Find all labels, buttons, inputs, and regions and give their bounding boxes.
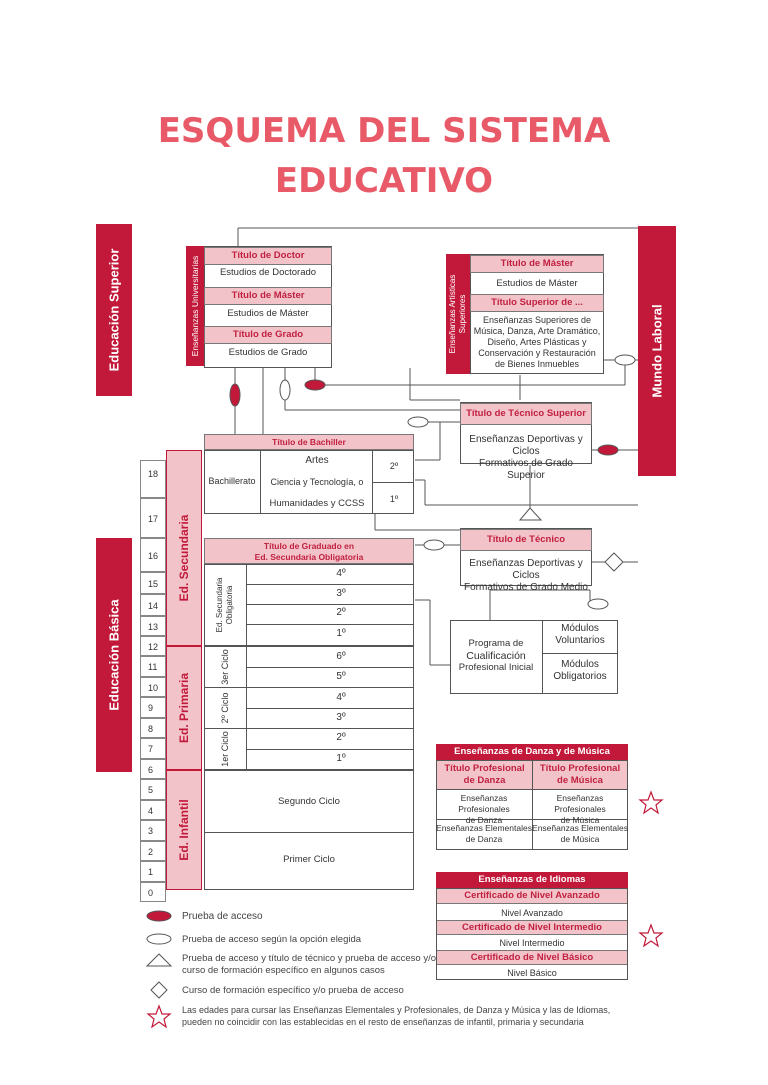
prim-1: 1º	[336, 753, 346, 764]
ciclo-2	[204, 687, 246, 728]
estudios-grado: Estudios de Grado	[228, 347, 308, 358]
prim-2: 2º	[336, 732, 346, 743]
graduado-line2: Ed. Secundaria Obligatoria	[254, 552, 364, 562]
ep-musica-2: de Música	[560, 815, 600, 825]
pcpi-line1: Programa de	[468, 638, 524, 649]
tp-danza-1: Título Profesional	[444, 763, 525, 774]
age-6: 6	[140, 759, 166, 779]
mundo-laboral-label: Mundo Laboral	[649, 304, 665, 398]
ciclo-2-text: 2º Ciclo	[220, 692, 230, 723]
legend-prueba-opcion: Prueba de acceso según la opción elegida	[182, 934, 362, 945]
segundo-ciclo: Segundo Ciclo	[278, 796, 340, 807]
tp-musica	[533, 761, 627, 789]
ciclo-1	[204, 728, 246, 770]
ens-sup-line1: Enseñanzas Superiores de	[482, 315, 592, 325]
nivel-avanzado: Nivel Avanzado	[501, 908, 563, 918]
ep-danza-1: Enseñanzas Profesionales	[458, 793, 510, 814]
eso-4: 4º	[336, 568, 346, 579]
eso-3: 3º	[336, 588, 346, 599]
prim-5: 5º	[336, 671, 346, 682]
eso-label-text: Ed. Secundaria Obligatoria	[215, 577, 234, 633]
age-1: 1	[140, 861, 166, 882]
titulo-superior: Título Superior de ...	[470, 294, 604, 312]
age-3: 3	[140, 820, 166, 841]
ep-musica-1: Enseñanzas Profesionales	[554, 793, 606, 814]
prim-3: 3º	[336, 712, 346, 723]
ee-musica-2: de Música	[560, 834, 600, 844]
ens-artisticas-bar	[446, 254, 470, 374]
legend-prueba-titulo-2: curso de formación específico en algunos casos	[182, 965, 385, 976]
age-13: 13	[140, 616, 166, 636]
educacion-superior-label: Educación Superior	[106, 248, 122, 372]
tecnico-superior-text	[460, 434, 592, 482]
ens-sup-line2: Música, Danza, Arte Dramático,	[473, 326, 601, 336]
ed-infantil-label: Ed. Infantil	[177, 799, 191, 861]
ee-musica-1: Enseñanzas Elementales	[532, 823, 628, 833]
ep-musica	[532, 793, 628, 826]
age-15: 15	[140, 572, 166, 594]
age-4: 4	[140, 800, 166, 820]
legend-diamond-icon	[151, 982, 167, 998]
legend-curso: Curso de formación específico y/o prueba de acceso	[182, 985, 404, 996]
legend-prueba-titulo	[182, 953, 436, 977]
cert-intermedio: Certificado de Nivel Intermedio	[437, 920, 627, 935]
modulos-voluntarios	[542, 623, 618, 647]
ee-danza-2: de Danza	[465, 834, 503, 844]
prim-6: 6º	[336, 651, 346, 662]
graduado-line1: Título de Graduado en	[263, 541, 355, 551]
titulo-master-art: Título de Máster	[470, 255, 604, 273]
legend-prueba: Prueba de acceso	[182, 911, 263, 922]
ed-secundaria-bar	[166, 450, 202, 646]
ee-danza-1: Enseñanzas Elementales	[436, 823, 532, 833]
tec-sup-line1: Enseñanzas Deportivas y Ciclos	[469, 434, 583, 457]
mod-vol-1: Módulos	[561, 623, 599, 634]
age-5: 5	[140, 779, 166, 800]
tp-danza	[437, 761, 532, 789]
legend-symbols	[144, 906, 176, 1030]
nivel-basico: Nivel Básico	[507, 968, 557, 978]
cert-avanzado: Certificado de Nivel Avanzado	[437, 889, 627, 904]
age-11: 11	[140, 656, 166, 677]
age-9: 9	[140, 697, 166, 718]
age-7: 7	[140, 738, 166, 759]
eso-1: 1º	[336, 628, 346, 639]
mod-vol-2: Voluntarios	[555, 635, 605, 646]
age-10: 10	[140, 677, 166, 697]
pcpi-line3: Profesional Inicial	[458, 662, 534, 673]
age-18: 18	[140, 460, 166, 498]
educacion-basica-label: Educación Básica	[106, 599, 122, 711]
pcpi-line2: Cualificación	[466, 650, 526, 662]
ens-sup-line3: Diseño, Artes Plásticas y	[487, 337, 587, 347]
tp-musica-1: Título Profesional	[539, 763, 621, 774]
nivel-intermedio: Nivel Intermedio	[499, 938, 565, 948]
age-0: 0	[140, 882, 166, 902]
pcpi-text	[450, 638, 542, 674]
mod-obl-1: Módulos	[561, 659, 599, 670]
mundo-laboral-bar	[638, 226, 676, 476]
ensenanzas-superiores	[470, 315, 604, 370]
legend-prueba-titulo-1: Prueba de acceso y título de técnico y prueba de acceso y/o	[182, 953, 437, 964]
ens-universitarias-bar	[186, 246, 204, 366]
ens-sup-line5: de Bienes Inmuebles	[494, 359, 580, 369]
bachillerato-label: Bachillerato	[208, 476, 256, 486]
legend-filled-ellipse-icon	[147, 911, 171, 921]
eso-2: 2º	[336, 607, 346, 618]
age-2: 2	[140, 841, 166, 861]
tp-musica-2: de Música	[557, 775, 603, 786]
primer-ciclo: Primer Ciclo	[283, 854, 335, 865]
ee-danza	[436, 823, 532, 845]
educacion-superior-bar	[96, 224, 132, 396]
age-12: 12	[140, 636, 166, 656]
ciclo-3	[204, 646, 246, 687]
prim-4: 4º	[336, 692, 346, 703]
infantil-block	[204, 770, 414, 890]
legend-triangle-icon	[147, 954, 171, 966]
mod-obl-2: Obligatorios	[553, 671, 607, 682]
bach-humanidades: Humanidades y CCSS	[269, 498, 365, 509]
tecnico-text	[460, 558, 592, 594]
titulo-master-univ: Título de Máster	[204, 287, 332, 305]
ciclo-3-text: 3er Ciclo	[220, 648, 230, 685]
modulos-obligatorios	[542, 659, 618, 683]
bach-artes: Artes	[305, 455, 329, 466]
legend-star-icon	[148, 1006, 170, 1027]
idiomas-header: Enseñanzas de Idiomas	[436, 872, 628, 888]
estudios-master-univ: Estudios de Máster	[227, 308, 309, 319]
titulo-doctor: Título de Doctor	[204, 247, 332, 265]
age-8: 8	[140, 718, 166, 738]
ens-universitarias-label: Enseñanzas Universitarias	[190, 255, 200, 357]
educacion-basica-bar	[96, 538, 132, 772]
estudios-master-art: Estudios de Máster	[496, 278, 578, 289]
legend-open-ellipse-icon	[147, 934, 171, 944]
ed-secundaria-label: Ed. Secundaria	[177, 514, 191, 602]
ciclo-1-text: 1er Ciclo	[220, 731, 230, 767]
estudios-doctorado: Estudios de Doctorado	[219, 267, 317, 278]
legend-edades	[182, 1004, 610, 1028]
bach-curso-1: 1º	[389, 494, 399, 504]
tec-sup-line2: Formativos de Grado Superior	[479, 458, 573, 481]
titulo-bachiller: Título de Bachiller	[204, 434, 414, 450]
danza-musica-header: Enseñanzas de Danza y de Música	[436, 744, 628, 760]
ed-primaria-bar	[166, 646, 202, 770]
eso-label	[204, 564, 246, 646]
tp-danza-2: de Danza	[463, 775, 506, 786]
page-title-line1: ESQUEMA DEL SISTEMA	[157, 111, 611, 151]
page-title-line2: EDUCATIVO	[274, 161, 494, 201]
legend-edades-2: pueden no coincidir con las establecidas en el resto de enseñanzas de infantil, primaria y secundaria	[182, 1017, 584, 1027]
age-16: 16	[140, 538, 166, 572]
tec-line2: Formativos de Grado Medio	[464, 582, 588, 593]
titulo-tecnico: Título de Técnico	[460, 529, 592, 551]
ep-danza-2: de Danza	[465, 815, 503, 825]
ed-primaria-label: Ed. Primaria	[177, 672, 191, 744]
age-14: 14	[140, 594, 166, 616]
ep-danza	[436, 793, 532, 826]
ee-musica	[532, 823, 628, 845]
bach-curso-2: 2º	[389, 461, 399, 471]
bach-ciencia: Ciencia y Tecnología, o	[270, 477, 364, 487]
age-17: 17	[140, 498, 166, 538]
ed-infantil-bar	[166, 770, 202, 890]
tec-line1: Enseñanzas Deportivas y Ciclos	[469, 558, 583, 581]
titulo-tecnico-superior: Título de Técnico Superior	[460, 403, 592, 425]
ens-artisticas-label: Enseñanzas Artísticas Superiores	[448, 274, 467, 354]
ens-sup-line4: Conservación y Restauración	[478, 348, 596, 358]
legend-edades-1: Las edades para cursar las Enseñanzas Elementales y Profesionales, de Danza y Música y las de Idiomas,	[182, 1005, 611, 1015]
titulo-graduado-eso	[204, 538, 414, 564]
cert-basico: Certificado de Nivel Básico	[437, 950, 627, 965]
titulo-grado: Título de Grado	[204, 326, 332, 344]
